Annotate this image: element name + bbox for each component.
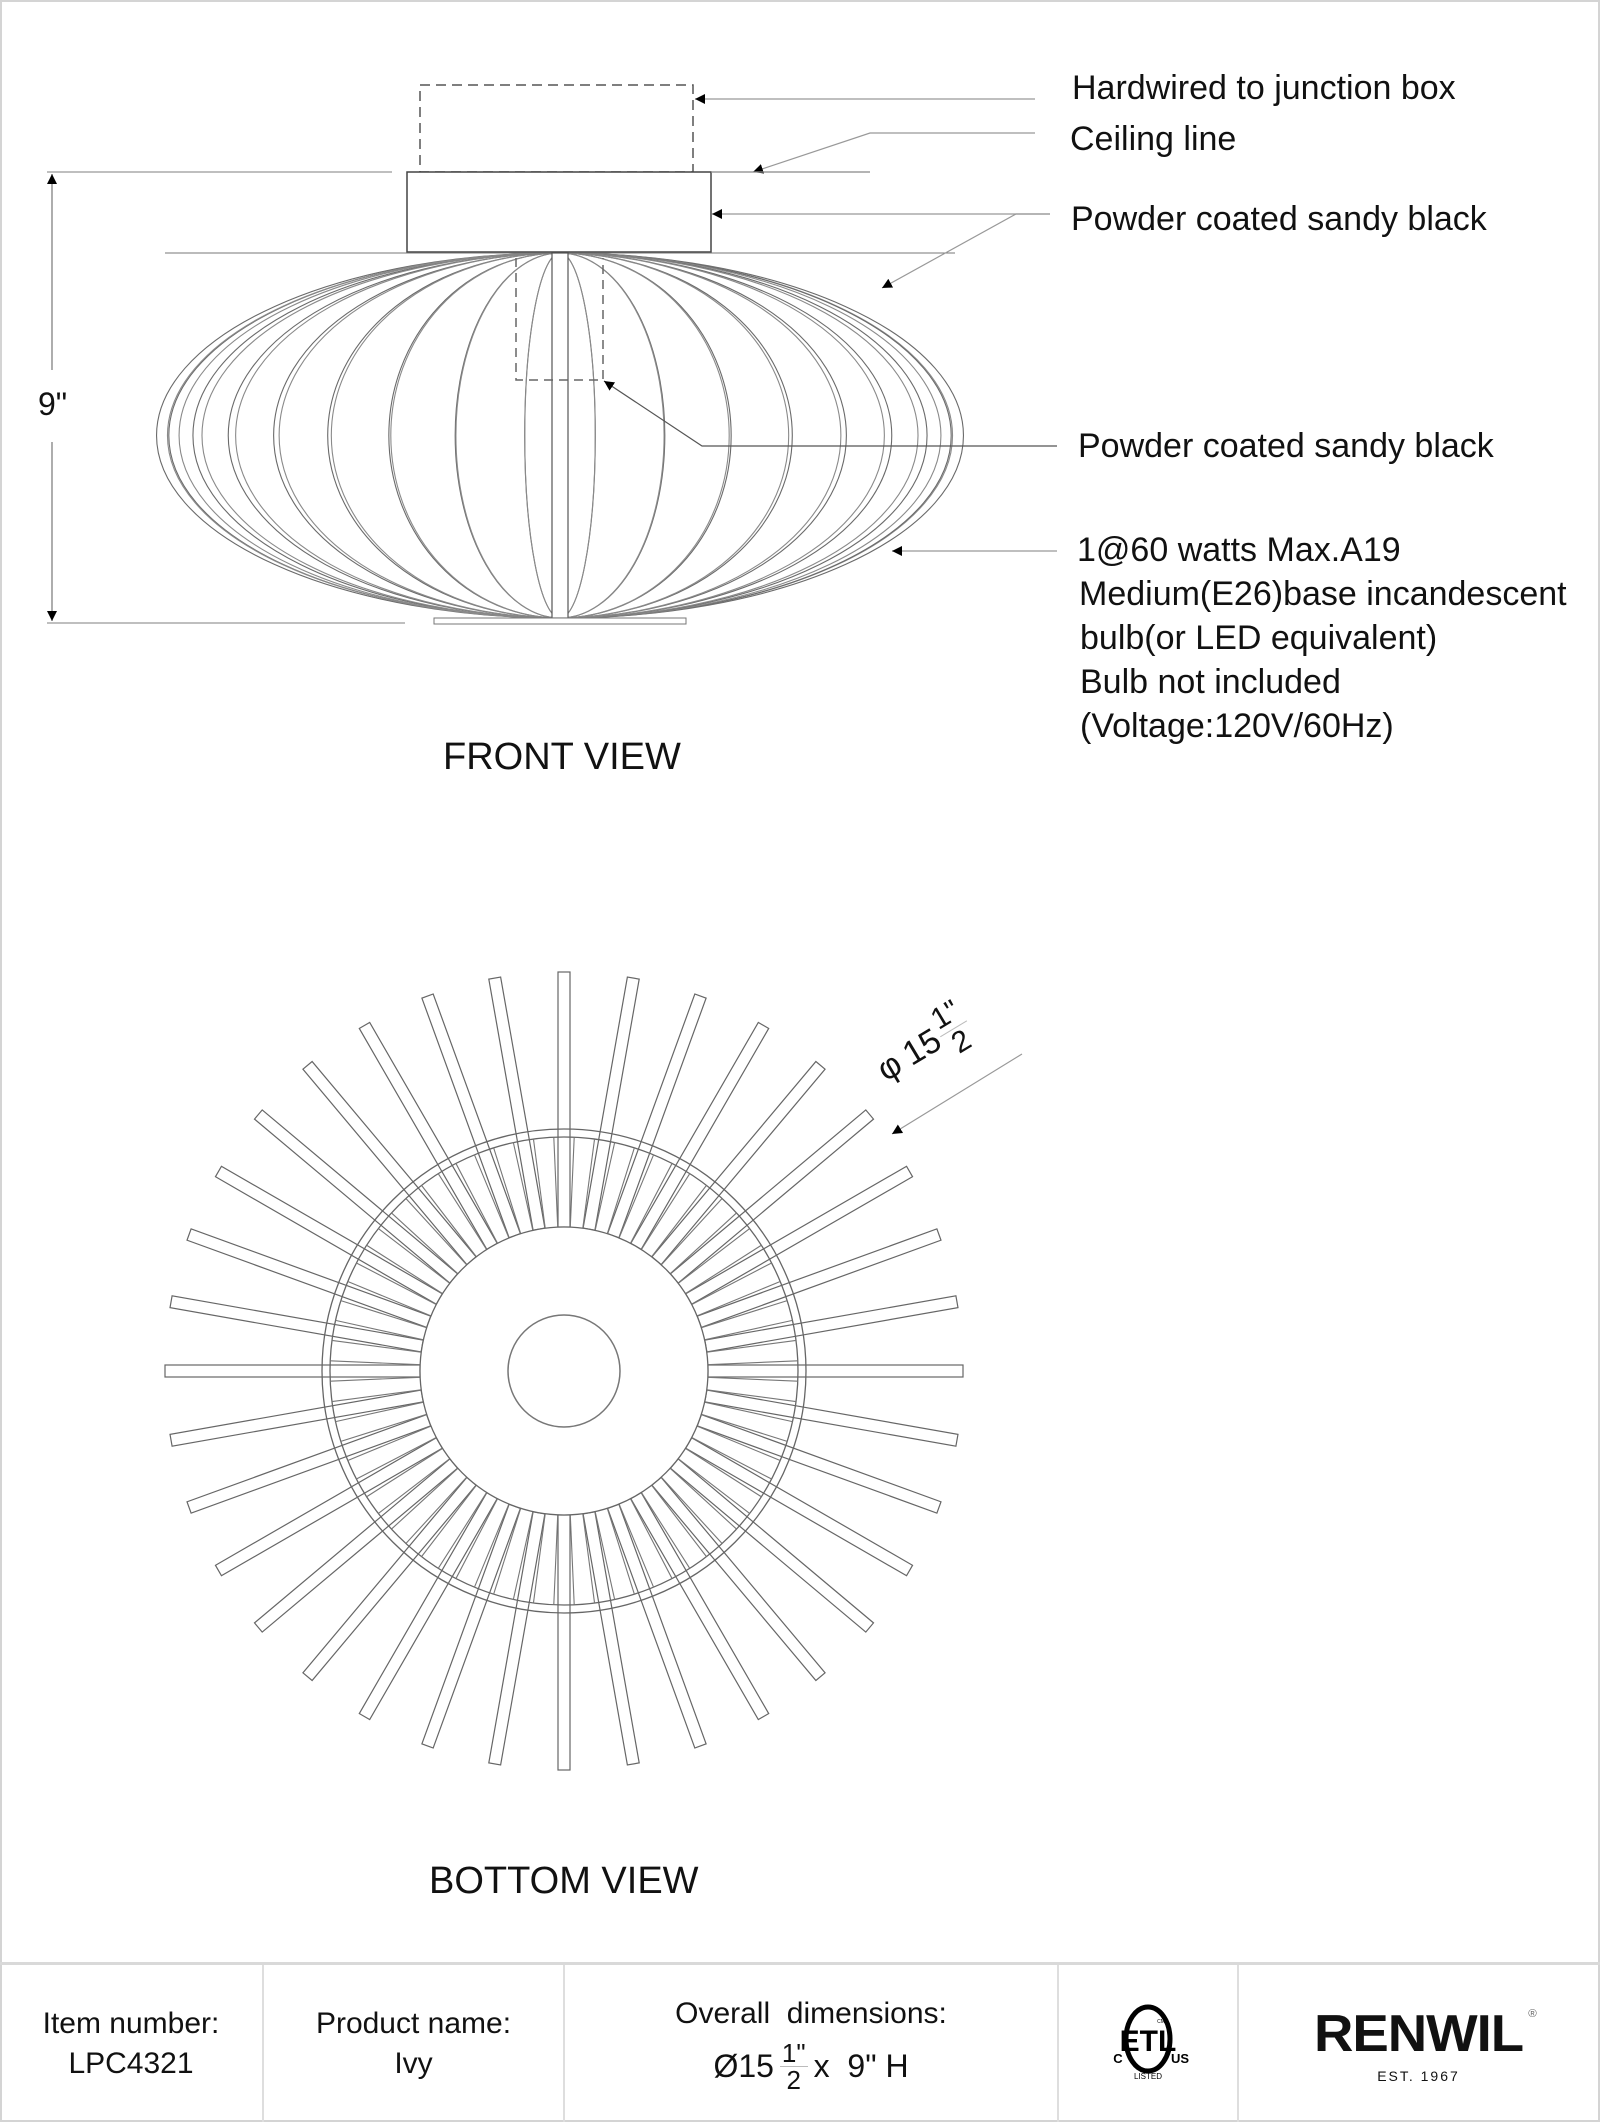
shade-rib (167, 253, 560, 618)
product-name-label: Product name: (315, 2006, 512, 2040)
dim-prefix: Ø15 (713, 2048, 774, 2084)
shade-rib (179, 253, 560, 618)
leader-shade (882, 214, 1050, 288)
height-dimension-label: 9" (38, 386, 68, 422)
shade-rib (202, 253, 560, 618)
inner-opening (420, 1227, 708, 1515)
front-view-title: FRONT VIEW (443, 736, 681, 778)
bulb-info-line: (Voltage:120V/60Hz) (1080, 707, 1394, 745)
diameter-symbol: φ (870, 1044, 909, 1089)
shade-rib (560, 253, 846, 618)
inner-slat (554, 1137, 558, 1227)
svg-text:ETL: ETL (1119, 2024, 1177, 2058)
shade-rib (560, 253, 664, 618)
renwil-logo: RENWIL ® (1313, 2004, 1536, 2063)
inner-slat (330, 1377, 420, 1381)
shade-rib (560, 253, 927, 618)
inner-slat (554, 1515, 558, 1605)
item-number-value: LPC4321 (68, 2046, 194, 2080)
callout-junction-box: Hardwired to junction box (1072, 69, 1456, 107)
svg-text:LISTED: LISTED (1133, 2071, 1163, 2081)
shade-rib (193, 253, 560, 618)
dimensions-cell (565, 1965, 1059, 2122)
dimensions-label: Overall dimensions: (675, 1997, 947, 2030)
dim-suffix: x 9" H (813, 2048, 909, 2084)
inner-slat (708, 1377, 798, 1381)
bottom-view-title: BOTTOM VIEW (429, 1860, 699, 1902)
shade-rib (560, 253, 884, 618)
bottom-plate (434, 618, 686, 624)
callout-bulb-info (1077, 528, 1567, 748)
diameter-whole: 15 (896, 1021, 948, 1074)
shade-rib (455, 253, 560, 618)
inner-slat (570, 1515, 574, 1605)
shade-rib (560, 253, 941, 618)
outer-spoke (558, 1515, 570, 1770)
bulb-info-line: Bulb not included (1080, 663, 1341, 701)
title-block (0, 1962, 1600, 2122)
canopy (407, 172, 711, 252)
inner-slat (708, 1361, 798, 1365)
shade-rib (560, 253, 841, 618)
shade-rib (560, 253, 665, 618)
svg-text:C: C (1113, 2050, 1123, 2066)
outer-spoke (165, 1365, 420, 1377)
shade-rib (279, 253, 560, 618)
dimensions-value (713, 2040, 908, 2093)
bulb-info-line: 1@60 watts Max.A19 (1077, 531, 1401, 569)
product-name-value: Ivy (394, 2046, 433, 2080)
bulb-info-line: Medium(E26)base incandescent (1079, 575, 1567, 613)
svg-text:CM: CM (1157, 2018, 1165, 2025)
leader-ceiling-line (753, 133, 1035, 172)
junction-box-outline (420, 85, 693, 172)
shade-rib (456, 253, 560, 618)
certification-cell (1059, 1965, 1239, 2122)
item-number-label: Item number: (42, 2006, 220, 2040)
shade-rib (560, 253, 789, 618)
shade-rib (169, 253, 560, 618)
shade-rib (560, 253, 953, 618)
shade-rib (157, 253, 560, 618)
product-name-cell (264, 1965, 565, 2122)
outer-spoke (558, 972, 570, 1227)
shade-rib (560, 253, 963, 618)
shade-rib (560, 253, 918, 618)
item-number-cell (0, 1965, 264, 2122)
callout-ceiling-line: Ceiling line (1070, 120, 1237, 158)
dim-fraction: $\frac{1"}{2}$ (781, 2038, 806, 2095)
inner-slat (330, 1361, 420, 1365)
shade-rib (236, 253, 560, 618)
bulb-info-line: bulb(or LED equivalent) (1080, 619, 1438, 657)
callout-canopy-finish: Powder coated sandy black (1071, 200, 1487, 238)
leader-socket (604, 381, 1057, 446)
diameter-fraction: 1" 2 (925, 993, 977, 1061)
etl-listed-icon (1098, 1999, 1198, 2089)
outer-spoke (708, 1365, 963, 1377)
center-bar (552, 253, 568, 618)
inner-slat (570, 1137, 574, 1227)
brand-cell (1239, 1965, 1598, 2122)
shade-rib (560, 253, 951, 618)
callout-socket-finish: Powder coated sandy black (1078, 427, 1494, 465)
shade-rib (274, 253, 560, 618)
svg-text:US: US (1170, 2050, 1190, 2066)
shade-rib (331, 253, 560, 618)
brand-tagline: EST. 1967 (1377, 2067, 1460, 2084)
front-view-drawing (47, 85, 1057, 624)
